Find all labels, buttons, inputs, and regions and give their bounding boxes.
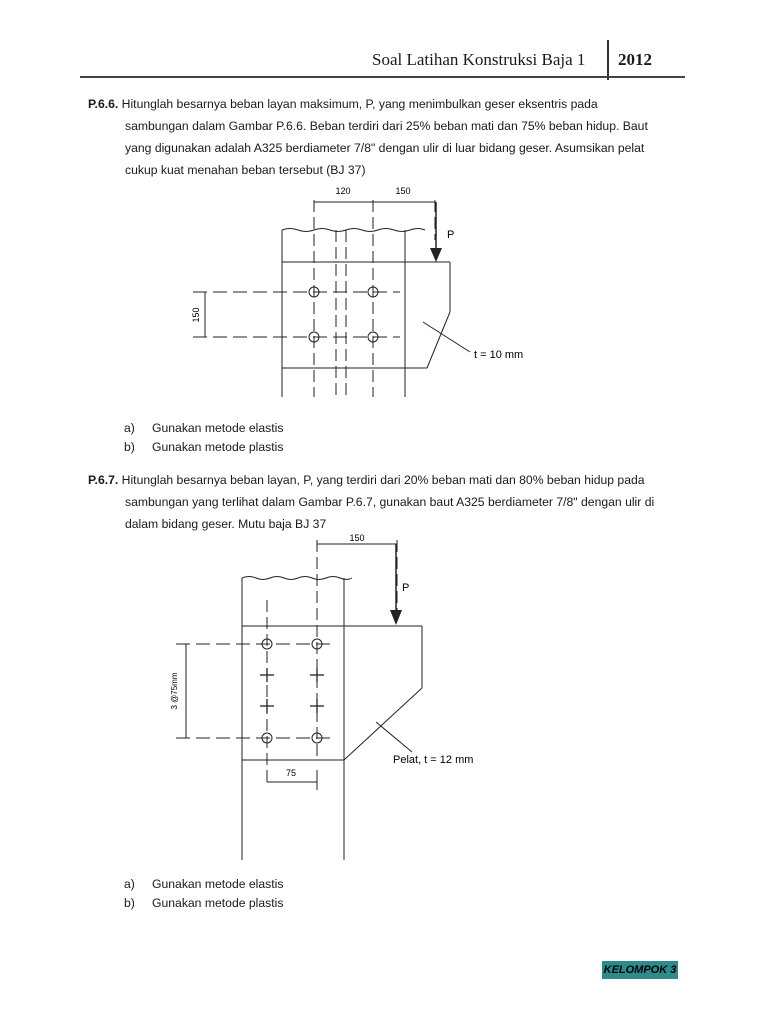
p66-dim-vertical: 150 xyxy=(191,307,201,323)
p66-dim-150: 150 xyxy=(395,186,411,196)
footer-group-badge: KELOMPOK 3 xyxy=(602,961,678,979)
problem-6-7-option-b: b) Gunakan metode plastis xyxy=(124,896,284,910)
problem-6-6-options xyxy=(124,419,283,457)
problem-6-6-option-a: a) Gunakan metode elastis xyxy=(124,421,284,435)
problem-6-7-text-1: Hitunglah besarnya beban layan, P, yang terdiri dari 20% beban mati dan 80% beban hidup pada xyxy=(121,473,645,487)
figure-p-6-6 xyxy=(0,0,768,420)
problem-6-6-text-1: Hitunglah besarnya beban layan maksimum, P, yang menimbulkan geser eksentris pada xyxy=(121,97,598,111)
p67-dim-150: 150 xyxy=(349,533,365,543)
p66-dim-120: 120 xyxy=(335,186,351,196)
header-title: Soal Latihan Konstruksi Baja 1 xyxy=(372,50,586,69)
problem-6-7-number: P.6.7. xyxy=(88,473,119,487)
problem-6-7-line-2: sambungan yang terlihat dalam Gambar P.6.7, gunakan baut A325 berdiameter 7/8" dengan ulir di xyxy=(125,495,655,509)
problem-6-7-option-a: a) Gunakan metode elastis xyxy=(124,877,284,891)
p66-plate-label: t = 10 mm xyxy=(474,349,524,361)
p67-dim-vertical: 3 @75mm xyxy=(170,672,179,710)
problem-6-6-line-4: cukup kuat menahan beban tersebut (BJ 37) xyxy=(125,163,366,177)
problem-6-6-number: P.6.6. xyxy=(88,97,119,111)
p67-dim-75: 75 xyxy=(285,768,297,778)
problem-6-6-line-3: yang digunakan adalah A325 berdiameter 7/8" dengan ulir di luar bidang geser. Asumsikan pelat xyxy=(125,141,645,155)
header-year: 2012 xyxy=(618,50,652,69)
problem-6-7-line-3: dalam bidang geser. Mutu baja BJ 37 xyxy=(125,517,327,531)
p67-load-label: P xyxy=(402,582,410,594)
problem-6-6-option-b: b) Gunakan metode plastis xyxy=(124,440,284,454)
problem-6-7-options xyxy=(124,875,283,913)
p66-load-label: P xyxy=(447,229,455,241)
problem-6-6-line-2: sambungan dalam Gambar P.6.6. Beban terdiri dari 25% beban mati dan 75% beban hidup. Baut xyxy=(125,119,648,133)
p67-plate-label: Pelat, t = 12 mm xyxy=(393,754,474,766)
figure-p-6-7 xyxy=(0,520,768,860)
problem-6-7-line-1 xyxy=(88,469,678,491)
